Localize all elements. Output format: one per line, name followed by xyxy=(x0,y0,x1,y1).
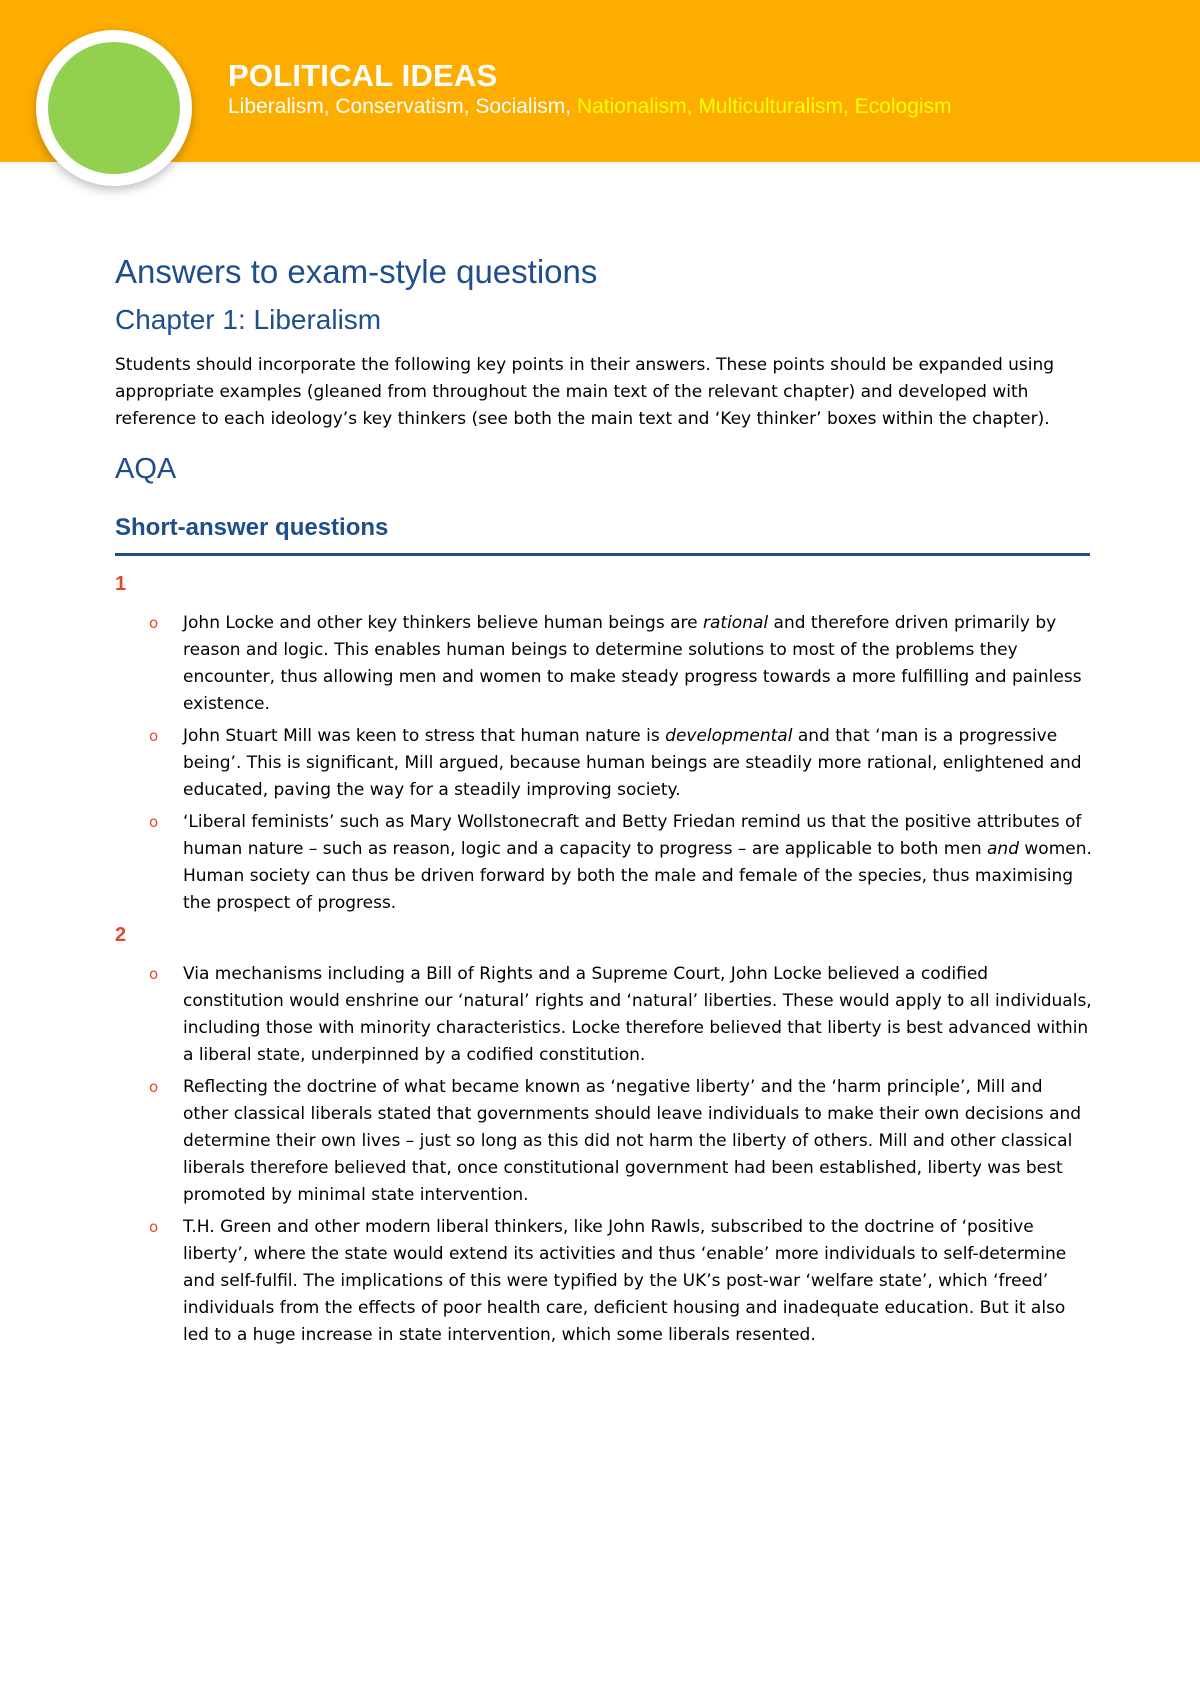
question-number: 1 xyxy=(115,573,127,595)
answer-point: o Via mechanisms including a Bill of Rights and a Supreme Court, John Locke believed a codified constitution would enshrine our ‘natural’ rights and ‘natural’ liberties. These would apply to all individuals, including those with minority characteristics. Locke therefore believed that liberty is best advanced within a liberal state, underpinned by a codified constitution. xyxy=(183,961,1093,1069)
banner-title: POLITICAL IDEAS xyxy=(228,58,498,93)
answer-point: o Reflecting the doctrine of what became known as ‘negative liberty’ and the ‘harm principle’, Mill and other classical liberals stated that governments should leave individuals to make their own decisions and determine their own lives – just so long as this did not harm the liberty of others. Mill and other classical liberals therefore believed that, once constitutional government had been established, liberty was best promoted by minimal state intervention. xyxy=(183,1074,1093,1209)
answer-points xyxy=(115,961,1090,1349)
bullet-icon: o xyxy=(149,727,159,745)
answer-points xyxy=(115,610,1090,917)
subtitle-highlight: Nationalism, Multiculturalism, Ecologism xyxy=(576,95,952,118)
answer-point: o T.H. Green and other modern liberal thinkers, like John Rawls, subscribed to the doctrine of ‘positive liberty’, where the state would extend its activities and thus ‘enable’ more individuals to self-determine and self-fulfil. The implications of this were typified by the UK’s post-war ‘welfare state’, which ‘freed’ individuals from the effects of poor health care, deficient housing and inadequate education. But it also led to a huge increase in state intervention, which some liberals resented. xyxy=(183,1214,1093,1349)
bullet-icon: o xyxy=(149,813,159,831)
section-heading: Short-answer questions xyxy=(115,514,389,541)
bullet-icon: o xyxy=(149,1078,159,1096)
bullet-icon: o xyxy=(149,614,159,632)
section-divider xyxy=(115,553,1090,556)
emphasis-text: rational xyxy=(703,613,769,633)
emphasis-text: developmental xyxy=(665,726,793,746)
logo-circle xyxy=(36,30,192,186)
answer-point: o John Stuart Mill was keen to stress that human nature is developmental and that ‘man is a progressive being’. This is significant, Mill argued, because human beings are steadily more rational, enlightened and educated, paving the way for a steadily improving society. xyxy=(183,723,1093,804)
answer-point: o John Locke and other key thinkers believe human beings are rational and therefore driven primarily by reason and logic. This enables human beings to determine solutions to most of the problems they encounter, thus allowing men and women to make steady progress towards a more fulfilling and painless existence. xyxy=(183,610,1093,718)
question-list xyxy=(115,572,1090,1349)
header-banner xyxy=(0,0,1200,162)
answer-point: o ‘Liberal feminists’ such as Mary Wollstonecraft and Betty Friedan remind us that the positive attributes of human nature – such as reason, logic and a capacity to progress – are applicable to both men and women. Human society can thus be driven forward by both the male and female of the species, thus maximising the prospect of progress. xyxy=(183,809,1093,917)
exam-board-heading: AQA xyxy=(115,453,177,485)
banner-subtitle xyxy=(228,95,952,119)
logo-green-dot xyxy=(48,42,180,174)
subtitle-plain: Liberalism, Conservatism, Socialism, xyxy=(228,95,577,118)
page-title: Answers to exam-style questions xyxy=(115,253,598,290)
document-body xyxy=(115,250,1090,1354)
emphasis-text: and xyxy=(987,839,1019,859)
intro-paragraph: Students should incorporate the following key points in their answers. These points should be expanded using appropriate examples (gleaned from throughout the main text of the relevant chapter) and developed with reference to each ideology’s key thinkers (see both the main text and ‘Key thinker’ boxes within the chapter). xyxy=(115,355,1055,429)
question-number: 2 xyxy=(115,924,127,946)
bullet-icon: o xyxy=(149,965,159,983)
chapter-title: Chapter 1: Liberalism xyxy=(115,304,382,335)
bullet-icon: o xyxy=(149,1218,159,1236)
